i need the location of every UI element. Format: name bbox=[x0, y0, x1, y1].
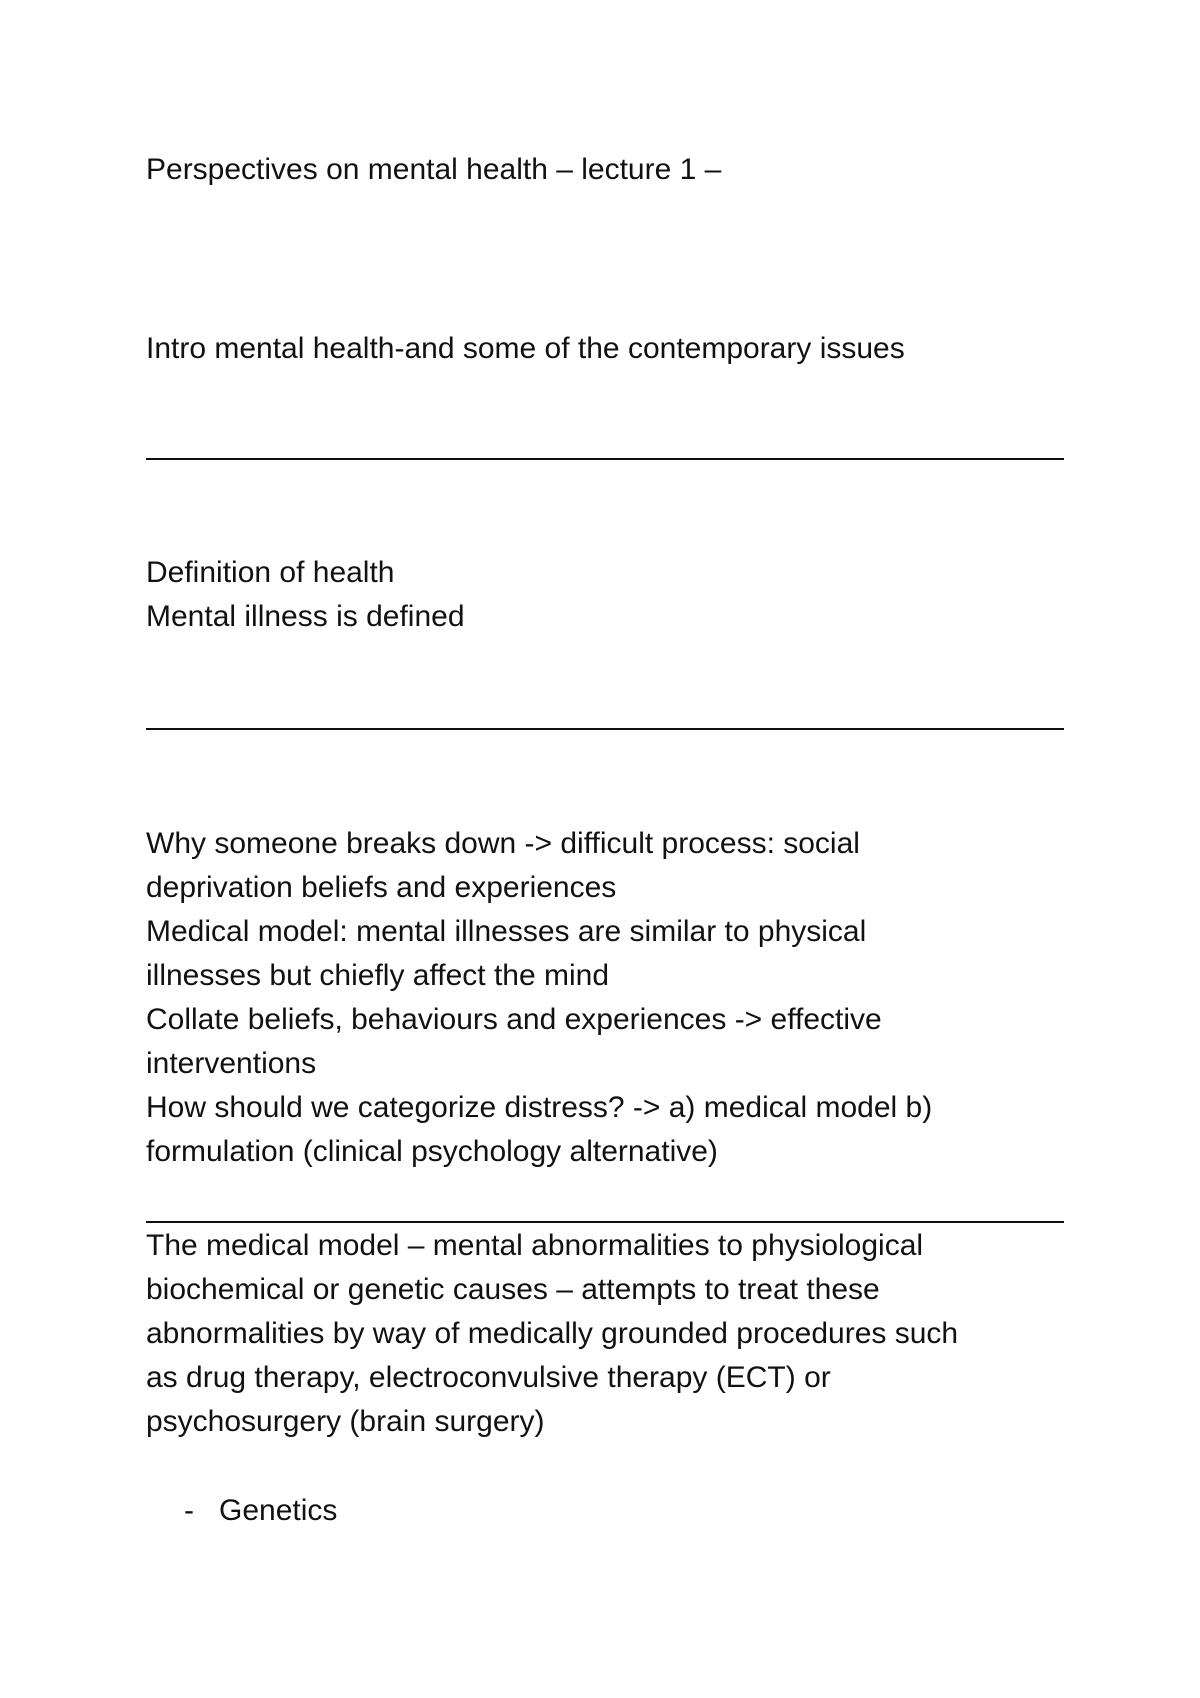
paragraph-line: psychosurgery (brain surgery) bbox=[146, 1405, 545, 1438]
paragraph-line: interventions bbox=[146, 1047, 317, 1080]
paragraph-line: deprivation beliefs and experiences bbox=[146, 871, 617, 904]
intro-line: Intro mental health-and some of the contemporary issues bbox=[146, 332, 905, 365]
paragraph-line: The medical model – mental abnormalities to physiological bbox=[146, 1229, 924, 1262]
paragraph-line: biochemical or genetic causes – attempts to treat these bbox=[146, 1273, 880, 1306]
paragraph-line: abnormalities by way of medically grounded procedures such bbox=[146, 1317, 959, 1350]
definition-line: Mental illness is defined bbox=[146, 600, 465, 633]
paragraph-line: illnesses but chiefly affect the mind bbox=[146, 959, 610, 992]
paragraph-line: formulation (clinical psychology alternative) bbox=[146, 1135, 718, 1168]
horizontal-rule bbox=[146, 728, 1064, 730]
paragraph-line: Medical model: mental illnesses are similar to physical bbox=[146, 915, 867, 948]
document-title: Perspectives on mental health – lecture 1 – bbox=[146, 153, 722, 186]
list-bullet: - bbox=[184, 1494, 194, 1527]
horizontal-rule bbox=[146, 1221, 1064, 1223]
paragraph-line: Collate beliefs, behaviours and experiences -> effective bbox=[146, 1003, 882, 1036]
paragraph-line: as drug therapy, electroconvulsive therapy (ECT) or bbox=[146, 1361, 831, 1394]
paragraph-line: How should we categorize distress? -> a) medical model b) bbox=[146, 1091, 933, 1124]
definition-line: Definition of health bbox=[146, 556, 395, 589]
horizontal-rule bbox=[146, 458, 1064, 460]
list-item: Genetics bbox=[219, 1494, 338, 1527]
paragraph-line: Why someone breaks down -> difficult process: social bbox=[146, 827, 860, 860]
